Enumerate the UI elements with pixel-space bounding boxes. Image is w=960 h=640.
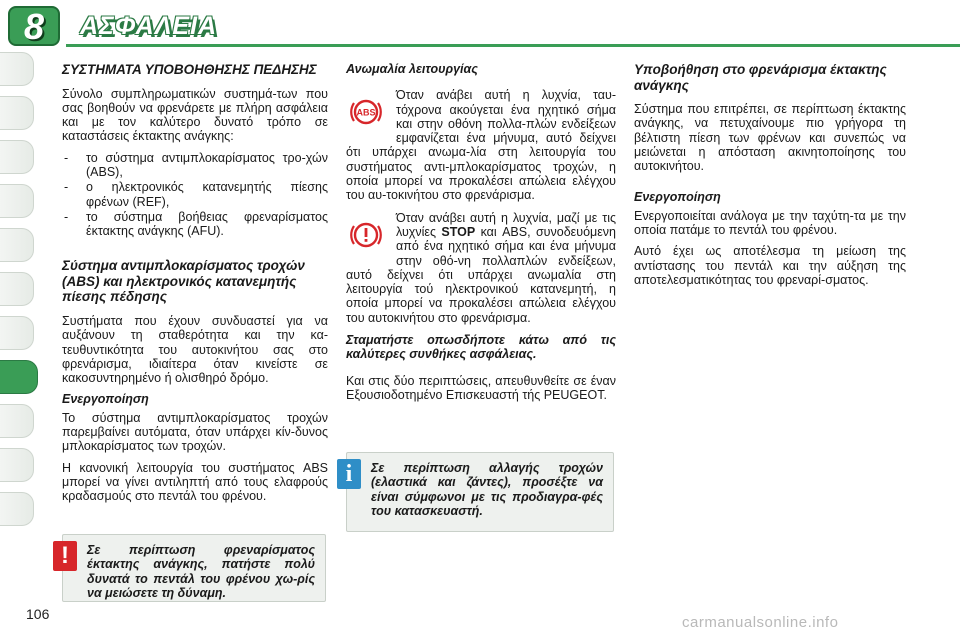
section-heading-malfunction: Ανωμαλία λειτουργίας <box>346 62 478 76</box>
list-item: - ο ηλεκτρονικός κατανεμητής πίεσης φρένων (REF), <box>62 180 328 209</box>
chapter-tab[interactable] <box>0 52 34 86</box>
subheading-activation: Ενεργοποίηση <box>62 392 149 407</box>
brake-assist-paragraph: Σύστημα που επιτρέπει, σε περίπτωση έκτακτης ανάγκης, να πετυχαίνουμε πιο γρήγορα τη βέλτιστη πίεση των φρένων και συνεπώς να μειώνεται η απόσταση ακινητοποίησης του αυτοκινήτου. <box>634 102 906 174</box>
column-middle <box>346 62 616 409</box>
page-header <box>0 0 960 47</box>
page-number: 106 <box>26 606 50 622</box>
ref-text-start: Όταν ανάβει αυτή η λυχνία, μαζί με τις λυχνίες <box>396 210 616 239</box>
chapter-tab[interactable] <box>0 404 34 438</box>
list-item: - το σύστημα αντιμπλοκαρίσματος τρο-χών (ABS), <box>62 151 328 180</box>
stop-label: STOP <box>441 224 476 239</box>
brake-assist-result-paragraph: Αυτό έχει ως αποτέλεσμα τη μείωση της αντίστασης του πεντάλ και την αύξηση της αποτελεσματικότητας του φρεναρί-σματος. <box>634 244 906 287</box>
chapter-tabs <box>0 52 36 536</box>
warning-text: Σε περίπτωση φρεναρίσματος έκτακτης ανάγκης, πατήστε πολύ δυνατά το πεντάλ του φρένου χω-ρίς να μειώσετε τη δύναμη. <box>87 543 315 600</box>
chapter-tab[interactable] <box>0 140 34 174</box>
section-heading-abs: Σύστημα αντιμπλοκαρίσματος τροχών (ABS) και ηλεκτρονικός κατανεμητής πίεσης πέδησης <box>62 258 305 305</box>
abs-warning-block <box>346 88 616 202</box>
info-note <box>346 452 614 532</box>
ref-text-end: και ABS, συνοδευόμενη από ένα ηχητικό σήμα και ένα μήνυμα στην οθό-νη πολλαπλών ενδείξεων, αυτό δείχνει ότι υπάρχει ανωμαλία στη λειτουργία τού ηλεκτρονικού κατανεμητή, η οποία μπορεί να προκαλέσει απώλεια ελέγχου του αυτοκινήτου στο φρενάρισμα. <box>346 224 616 325</box>
abs-operation-paragraph: Η κανονική λειτουργία του συστήματος ABS μπορεί να γίνει αντιληπτή από τους ελαφρούς κραδασμούς στο πεντάλ του φρένου. <box>62 460 328 504</box>
chapter-tab[interactable] <box>0 272 34 306</box>
chapter-tab[interactable] <box>0 316 34 350</box>
abs-paragraph: Συστήματα που έχουν συνδυαστεί για να αυξάνουν τη σταθερότητα και την κα-τευθυντικότητα του αυτοκινήτου σας στο φρενάρισμα, ιδιαίτερα όταν κινείστε σε κακοσυντηρημένο ή ολισθηρό δρόμο. <box>62 313 328 386</box>
column-right <box>634 62 906 294</box>
header-divider <box>66 44 960 47</box>
systems-list <box>62 151 328 239</box>
watermark: carmanualsonline.info <box>682 614 839 631</box>
section-heading-braking-systems: ΣΥΣΤΗΜΑΤΑ ΥΠΟΒΟΗΘΗΣΗΣ ΠΕΔΗΣΗΣ <box>62 62 317 77</box>
contact-dealer-paragraph: Και στις δύο περιπτώσεις, απευθυνθείτε σε έναν Εξουσιοδοτημένο Επισκευαστή τής PEUGEOT. <box>346 373 616 402</box>
brake-warning-lamp-icon <box>348 217 384 253</box>
info-icon: i <box>337 459 361 489</box>
chapter-tab[interactable] <box>0 96 34 130</box>
column-left <box>62 62 328 511</box>
chapter-tab[interactable] <box>0 448 34 482</box>
ref-warning-paragraph <box>346 211 616 325</box>
chapter-tab[interactable] <box>0 228 34 262</box>
brake-assist-activation-paragraph: Ενεργοποιείται ανάλογα με την ταχύτη-τα με την οποία πατάμε το πεντάλ του φρένου. <box>634 208 906 238</box>
section-heading-emergency-brake-assist: Υποβοήθηση στο φρενάρισμα έκτακτης ανάγκης <box>634 62 887 93</box>
chapter-tab[interactable] <box>0 492 34 526</box>
intro-paragraph: Σύνολο συμπληρωματικών συστημά-των που σας βοηθούν να φρενάρετε με πλήρη ασφάλεια και με τον καλύτερο δυνατό τρόπο σε καταστάσεις έκτακτης ανάγκης: <box>62 86 328 144</box>
subheading-activation: Ενεργοποίηση <box>634 190 721 205</box>
abs-warning-paragraph: Όταν ανάβει αυτή η λυχνία, ταυ-τόχρονα ακούγεται ένα ηχητικό σήμα και στην οθόνη πολλα-πλών ενδείξεων εμφανίζεται ένα μήνυμα, αυτό δείχνει ότι υπάρχει ανωμα-λία στη λειτουργία του συστήματος αντι-μπλοκαρίσματος τροχών, η οποία μπορεί να προκαλέσει απώλεια ελέγχου του αυ-τοκινήτου στο φρενάρισμα. <box>346 88 616 203</box>
stop-safely-note: Σταματήστε οπωσδήποτε κάτω από τις καλύτερες συνθήκες ασφάλειας. <box>346 333 616 362</box>
chapter-tab[interactable] <box>0 184 34 218</box>
activation-paragraph: Το σύστημα αντιμπλοκαρίσματος τροχών παρεμβαίνει αυτόματα, όταν υπάρχει κίν-δυνος μπλοκαρίσματος των τροχών. <box>62 410 328 454</box>
abs-lamp-label: ABS <box>356 107 376 118</box>
warning-note <box>62 534 326 602</box>
chapter-badge <box>8 6 60 46</box>
warning-icon: ! <box>53 541 77 571</box>
ref-warning-block <box>346 211 616 325</box>
page-title: ΑΣΦΑΛΕΙΑ <box>80 12 218 40</box>
list-item: - το σύστημα βοήθειας φρεναρίσματος έκτακτης ανάγκης (AFU). <box>62 210 328 239</box>
chapter-number: 8 <box>23 6 45 47</box>
info-text: Σε περίπτωση αλλαγής τροχών (ελαστικά και ζάντες), προσέξτε να είναι σύμφωνοι με τις προδιαγρα-φές του κατασκευαστή. <box>371 461 603 518</box>
abs-warning-lamp-icon <box>348 94 384 130</box>
chapter-tab-active[interactable] <box>0 360 38 394</box>
